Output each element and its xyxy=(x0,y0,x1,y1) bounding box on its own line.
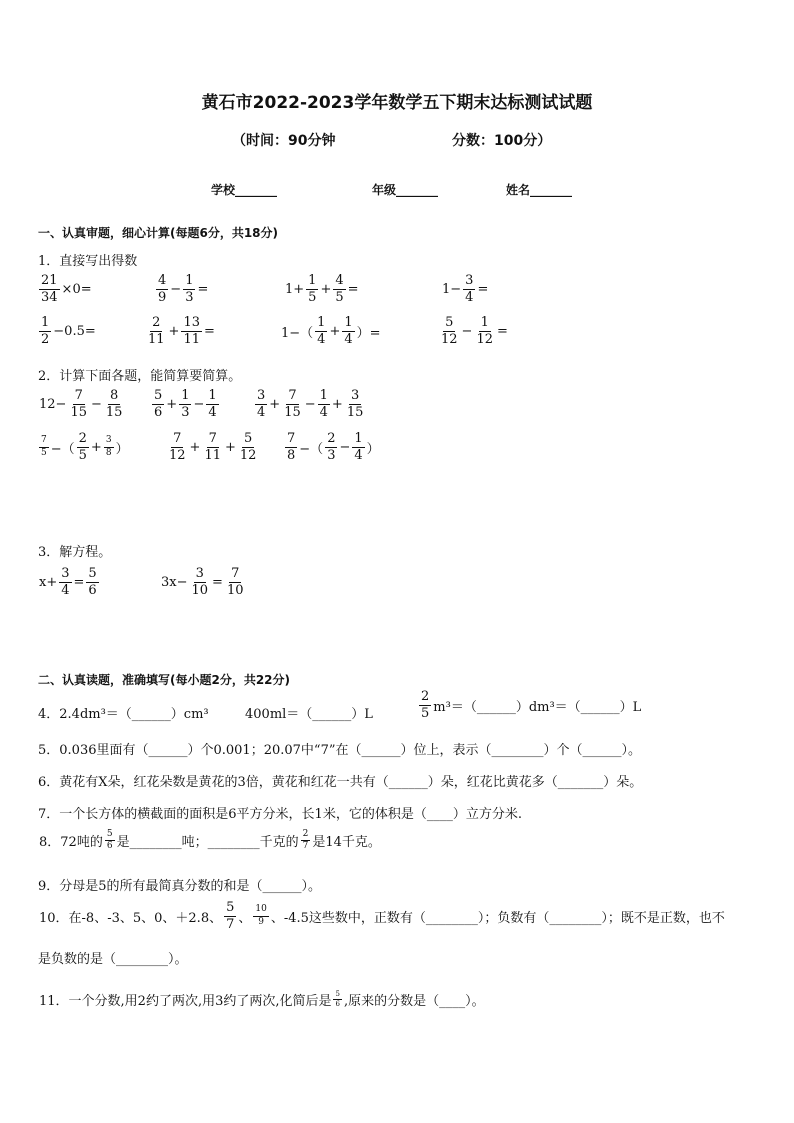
q1-expr-3: 1+ $\frac{1}{5}$ + $\frac{4}{5}$ = xyxy=(285,273,359,305)
question-5: 5．0.036里面有（______）个0.001；20.07中“7”在（______）位上，表示（________）个（______）。 xyxy=(38,743,641,758)
q1-expr-2: $\frac{4}{9}$ − $\frac{1}{3}$ = xyxy=(158,273,209,305)
q1-expr-1: $\frac{21}{34}$ ×0= xyxy=(41,273,92,305)
q3-equation-1: x+ $\frac{3}{4}$ = $\frac{5}{6}$ xyxy=(39,566,97,598)
question-11: 11．一个分数,用2约了两次,用3约了两次,化简后是 $\frac{5}{6}$ ,原来的分数是（____）。 xyxy=(39,989,485,1009)
q2-expr-5: $\frac{7}{12}$ + $\frac{7}{11}$ + $\frac{5}{12}$ xyxy=(169,431,257,463)
question-7: 7．一个长方体的横截面的面积是6平方分米，长1米，它的体积是（____）立方分米. xyxy=(38,807,522,822)
q2-expr-2: $\frac{5}{6}$ + $\frac{1}{3}$ − $\frac{1}{4}$ xyxy=(154,388,217,420)
school-field: 学校_______ xyxy=(211,183,278,197)
q1-expr-4: 1− $\frac{3}{4}$ = xyxy=(442,273,489,305)
q3-equation-2: 3x− $\frac{3}{10}$ = $\frac{7}{10}$ xyxy=(161,566,244,598)
question-1-label: 1．直接写出得数 xyxy=(38,254,138,269)
question-9: 9．分母是5的所有最简真分数的和是（______）。 xyxy=(38,879,322,894)
page-title: 黄石市2022-2023学年数学五下期末达标测试试题 xyxy=(201,93,593,113)
question-6: 6．黄花有X朵，红花朵数是黄花的3倍，黄花和红花一共有（______）朵，红花比黄花多（_______）朵。 xyxy=(38,775,643,790)
section-2-heading: 二、认真读题，准确填写(每小题2分，共22分) xyxy=(38,673,291,687)
section-1-heading: 一、认真审题，细心计算(每题6分，共18分) xyxy=(38,226,279,240)
exam-time: （时间：90分钟 xyxy=(232,133,336,149)
q1-expr-5: $\frac{1}{2}$ −0.5= xyxy=(41,315,96,347)
name-field: 姓名_______ xyxy=(506,183,573,197)
q2-expr-3: $\frac{3}{4}$ + $\frac{7}{15}$ − $\frac{1}{4}$ + $\frac{3}{15}$ xyxy=(257,388,364,420)
q1-expr-6: $\frac{2}{11}$ + $\frac{13}{11}$ = xyxy=(148,315,215,347)
question-8: 8．72吨的 $\frac{5}{6}$ 是________吨；________千克的 $\frac{2}{7}$ 是14千克。 xyxy=(39,829,381,852)
q2-expr-1: 12− $\frac{7}{15}$ − $\frac{8}{15}$ xyxy=(39,388,123,420)
question-10-continued: 是负数的是（________）。 xyxy=(38,952,188,967)
q2-expr-4: $\frac{7}{5}$ −（ $\frac{2}{5}$ + $\frac{3}{8}$ ） xyxy=(41,431,129,463)
question-3-label: 3．解方程。 xyxy=(38,545,112,560)
question-4-part-c: $\frac{2}{5}$ m³＝（______）dm³＝（______）L xyxy=(421,689,642,721)
question-4-part-b: 400ml＝（______）L xyxy=(245,707,373,722)
q1-expr-7: 1−（ $\frac{1}{4}$ + $\frac{1}{4}$ ）= xyxy=(281,315,381,347)
q2-expr-6: $\frac{7}{8}$ −（ $\frac{2}{3}$ − $\frac{1}{4}$ ） xyxy=(287,431,380,463)
question-10: 10．在-8、-3、5、0、＋2.8、 $\frac{5}{7}$ 、 $\frac{10}{9}$ 、-4.5这些数中，正数有（________）；负数有（________）；既不是正数，也不 xyxy=(39,900,725,932)
question-4-part-a: 4．2.4dm³＝（______）cm³ xyxy=(38,707,209,722)
grade-field: 年级_______ xyxy=(372,183,439,197)
q1-expr-8: $\frac{5}{12}$ − $\frac{1}{12}$ = xyxy=(441,315,508,347)
exam-score: 分数：100分） xyxy=(452,133,552,149)
question-2-label: 2．计算下面各题，能简算要简算。 xyxy=(38,369,242,384)
